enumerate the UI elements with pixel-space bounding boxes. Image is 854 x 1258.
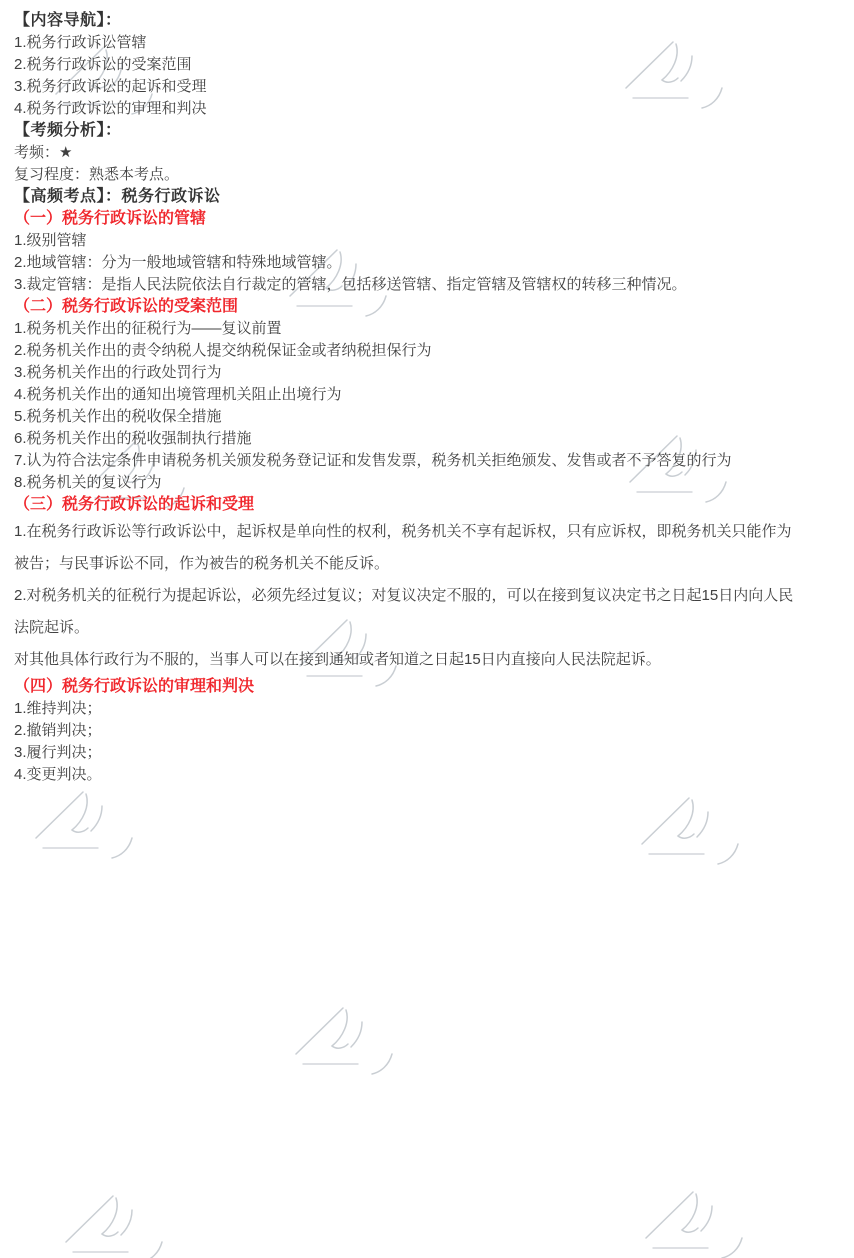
list-item: 2.撤销判决； xyxy=(14,722,102,739)
signature-watermark-icon xyxy=(58,1184,170,1258)
nav-item: 2.税务行政诉讼的受案范围 xyxy=(14,56,192,73)
subsection-heading: （四）税务行政诉讼的审理和判决 xyxy=(14,678,255,695)
text-line: 考频：★ xyxy=(14,144,73,161)
list-item: 8.税务机关的复议行为 xyxy=(14,474,162,491)
list-item: 3.裁定管辖：是指人民法院依法自行裁定的管辖，包括移送管辖、指定管辖及管辖权的转移三种情况。 xyxy=(14,276,687,293)
list-item: 4.税务机关作出的通知出境管理机关阻止出境行为 xyxy=(14,386,342,403)
subsection-heading: （三）税务行政诉讼的起诉和受理 xyxy=(14,496,255,513)
list-item: 4.变更判决。 xyxy=(14,766,102,783)
text-line: 复习程度：熟悉本考点。 xyxy=(14,166,180,183)
signature-watermark-icon xyxy=(634,786,746,868)
signature-watermark-icon xyxy=(638,1180,750,1258)
paragraph-line: 对其他具体行政行为不服的，当事人可以在接到通知或者知道之日起15日内直接向人民法院起诉。 xyxy=(14,651,661,668)
paragraph-line: 2.对税务机关的征税行为提起诉讼，必须先经过复议；对复议决定不服的，可以在接到复议决定书之日起15日内向人民 xyxy=(14,587,794,604)
section-heading: 【内容导航】： xyxy=(14,12,122,29)
section-heading: 【高频考点】：税务行政诉讼 xyxy=(14,188,221,205)
nav-item: 3.税务行政诉讼的起诉和受理 xyxy=(14,78,207,95)
paragraph-line: 1.在税务行政诉讼等行政诉讼中，起诉权是单向性的权利，税务机关不享有起诉权，只有应诉权，即税务机关只能作为 xyxy=(14,523,792,540)
paragraph-line: 法院起诉。 xyxy=(14,619,90,636)
list-item: 1.级别管辖 xyxy=(14,232,87,249)
paragraph-line: 被告；与民事诉讼不同，作为被告的税务机关不能反诉。 xyxy=(14,555,390,572)
list-item: 1.税务机关作出的征税行为——复议前置 xyxy=(14,320,282,337)
list-item: 1.维持判决； xyxy=(14,700,102,717)
nav-item: 4.税务行政诉讼的审理和判决 xyxy=(14,100,207,117)
list-item: 6.税务机关作出的税收强制执行措施 xyxy=(14,430,252,447)
signature-watermark-icon xyxy=(28,780,140,862)
list-item: 2.税务机关作出的责令纳税人提交纳税保证金或者纳税担保行为 xyxy=(14,342,432,359)
subsection-heading: （二）税务行政诉讼的受案范围 xyxy=(14,298,239,315)
list-item: 3.税务机关作出的行政处罚行为 xyxy=(14,364,222,381)
list-item: 3.履行判决； xyxy=(14,744,102,761)
list-item: 2.地域管辖：分为一般地域管辖和特殊地域管辖。 xyxy=(14,254,342,271)
list-item: 7.认为符合法定条件申请税务机关颁发税务登记证和发售发票，税务机关拒绝颁发、发售或者不予答复的行为 xyxy=(14,452,732,469)
list-item: 5.税务机关作出的税收保全措施 xyxy=(14,408,222,425)
nav-item: 1.税务行政诉讼管辖 xyxy=(14,34,147,51)
section-heading: 【考频分析】： xyxy=(14,122,122,139)
subsection-heading: （一）税务行政诉讼的管辖 xyxy=(14,210,207,227)
signature-watermark-icon xyxy=(288,996,400,1078)
